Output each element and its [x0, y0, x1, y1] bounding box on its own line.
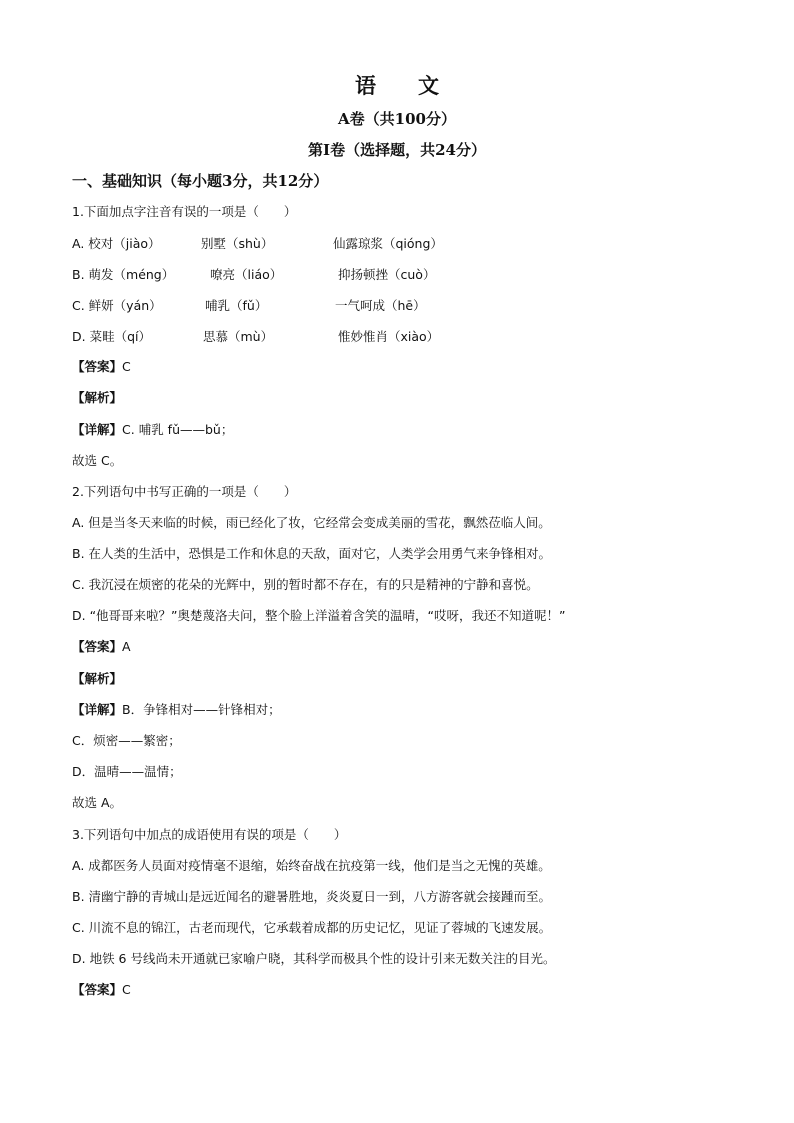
q3-option-b: B. 清幽宁静的青城山是远近闻名的避暑胜地，炎炎夏日一到，八方游客就会接踵而至。	[72, 889, 552, 904]
section-one-heading: 一、基础知识（每小题3分，共12分）	[72, 172, 329, 190]
q1-option-a-3: 仙露琼浆（qióng）	[333, 236, 443, 251]
q2-option-c: C. 我沉浸在烦密的花朵的光辉中，别的暂时都不存在，有的只是精神的宁静和喜悦。	[72, 577, 539, 592]
q2-conclusion: 故选 A。	[72, 795, 123, 810]
answer-tag: 【答案】	[72, 359, 123, 374]
answer-value: C	[122, 982, 131, 997]
q1-option-b-1: B. 萌发（méng）	[72, 267, 175, 282]
answer-value: A	[122, 639, 131, 654]
q1-option-d-3: 惟妙惟肖（xiào）	[338, 329, 440, 344]
q3-answer	[72, 981, 131, 999]
detail-text: C. 哺乳 fǔ——bǔ；	[122, 422, 234, 437]
q1-option-d-1: D. 菜畦（qí）	[72, 329, 151, 344]
q2-detail-3: D．温晴——温情；	[72, 764, 182, 779]
q1-option-a-1: A. 校对（jiào）	[72, 236, 161, 251]
q2-option-a: A. 但是当冬天来临的时候，雨已经化了妆，它经常会变成美丽的雪花，飘然莅临人间。	[72, 515, 551, 530]
answer-tag: 【答案】	[72, 639, 123, 654]
q1-option-b-3: 抑扬顿挫（cuò）	[338, 267, 436, 282]
q1-option-b-2: 嘹亮（liáo）	[210, 267, 283, 282]
q1-option-c-3: 一气呵成（hē）	[335, 298, 426, 313]
q2-detail-2: C．烦密——繁密；	[72, 733, 181, 748]
q1-option-c-2: 哺乳（fǔ）	[205, 298, 268, 313]
q1-answer	[72, 358, 131, 376]
q3-stem: 3.下列语句中加点的成语使用有误的项是（ ）	[72, 827, 347, 842]
detail-tag: 【详解】	[72, 702, 123, 717]
q3-option-a: A. 成都医务人员面对疫情毫不退缩，始终奋战在抗疫第一线，他们是当之无愧的英雄。	[72, 858, 551, 873]
volume-a-heading: A卷（共100分）	[338, 110, 456, 128]
q2-detail-1	[72, 701, 281, 719]
q2-stem: 2.下列语句中书写正确的一项是（ ）	[72, 484, 297, 499]
answer-tag: 【答案】	[72, 982, 123, 997]
q2-analysis-tag: 【解析】	[72, 671, 123, 686]
detail-text: B．争锋相对——针锋相对；	[122, 702, 281, 717]
answer-value: C	[122, 359, 131, 374]
page-title: 语 文	[355, 73, 439, 98]
q1-conclusion: 故选 C。	[72, 453, 123, 468]
q1-option-c-1: C. 鲜妍（yán）	[72, 298, 162, 313]
q2-option-d: D. “他哥哥来啦？”奥楚蔑洛夫问，整个脸上洋溢着含笑的温晴，“哎呀，我还不知道呢！”	[72, 608, 566, 623]
q1-option-d-2: 思慕（mù）	[203, 329, 274, 344]
q1-detail	[72, 421, 233, 439]
part-one-heading: 第Ⅰ卷（选择题，共24分）	[308, 141, 486, 159]
q2-answer	[72, 638, 131, 656]
detail-tag: 【详解】	[72, 422, 123, 437]
q1-stem: 1.下面加点字注音有误的一项是（ ）	[72, 204, 297, 219]
q2-option-b: B. 在人类的生活中，恐惧是工作和休息的天敌，面对它，人类学会用勇气来争锋相对。	[72, 546, 552, 561]
q1-analysis-tag: 【解析】	[72, 390, 123, 405]
q3-option-d: D. 地铁 6 号线尚未开通就已家喻户晓，其科学而极具个性的设计引来无数关注的目光。	[72, 951, 556, 966]
q1-option-a-2: 别墅（shù）	[201, 236, 274, 251]
q3-option-c: C. 川流不息的锦江，古老而现代，它承载着成都的历史记忆，见证了蓉城的飞速发展。	[72, 920, 552, 935]
